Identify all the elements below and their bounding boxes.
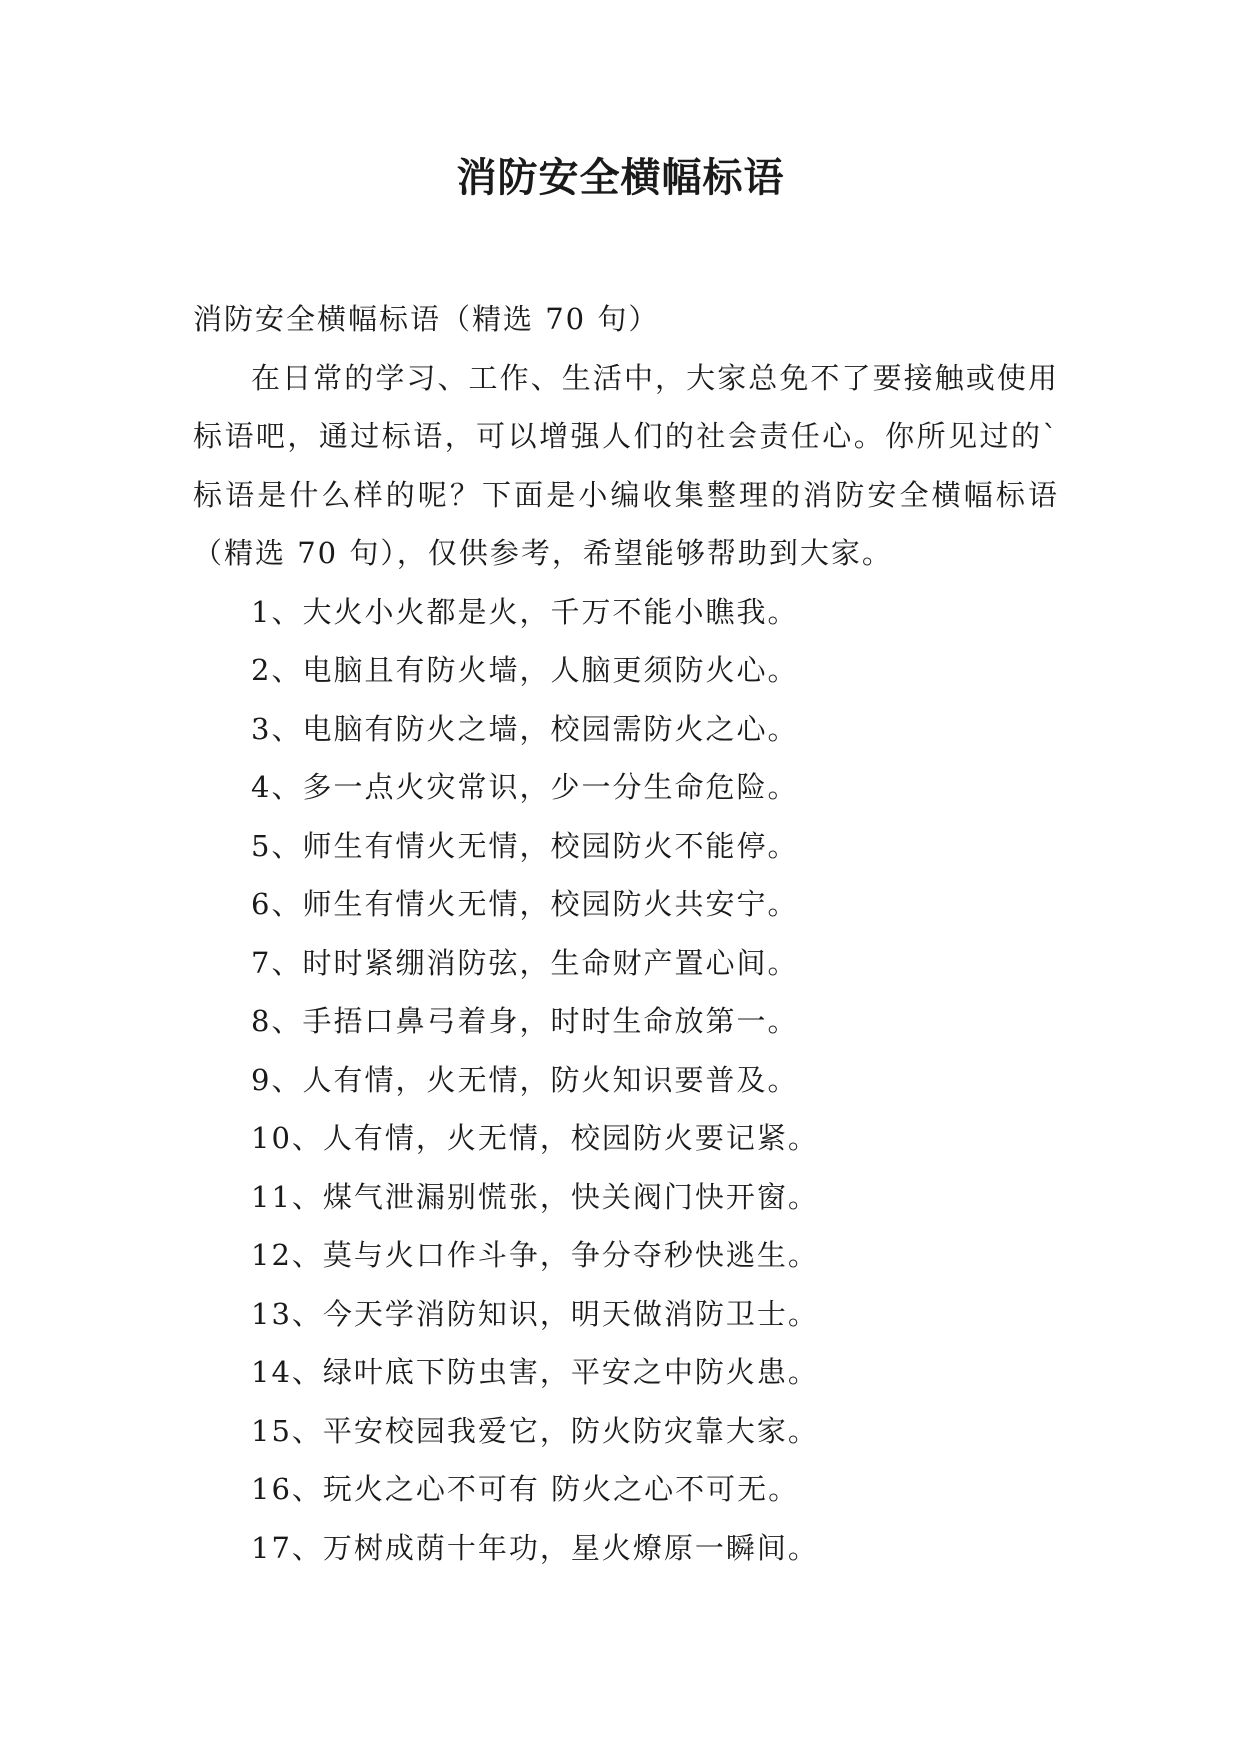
document-title: 消防安全横幅标语 bbox=[456, 155, 785, 201]
slogan-item: 10、人有情，火无情，校园防火要记紧。 bbox=[251, 1121, 819, 1155]
slogan-item: 16、玩火之心不可有 防火之心不可无。 bbox=[251, 1472, 800, 1506]
slogan-item: 14、绿叶底下防虫害，平安之中防火患。 bbox=[251, 1355, 819, 1389]
slogan-item: 9、人有情，火无情，防火知识要普及。 bbox=[251, 1062, 799, 1097]
slogan-item: 8、手捂口鼻弓着身，时时生命放第一。 bbox=[251, 1004, 799, 1038]
slogan-item: 6、师生有情火无情，校园防火共安宁。 bbox=[251, 887, 799, 921]
document-subtitle: 消防安全横幅标语（精选 70 句） bbox=[193, 302, 660, 336]
slogan-item: 1、大火小火都是火，千万不能小瞧我。 bbox=[251, 594, 799, 629]
slogan-item: 7、时时紧绷消防弦，生命财产置心间。 bbox=[251, 945, 799, 980]
slogan-list bbox=[193, 583, 1059, 1578]
slogan-item: 13、今天学消防知识，明天做消防卫士。 bbox=[251, 1296, 819, 1331]
slogan-item: 5、师生有情火无情，校园防火不能停。 bbox=[251, 828, 799, 863]
slogan-item: 17、万树成荫十年功，星火燎原一瞬间。 bbox=[251, 1530, 819, 1565]
intro-paragraph: 在日常的学习、工作、生活中，大家总免不了要接触或使用标语吧，通过标语，可以增强人们的社会责任心。你所见过的`标语是什么样的呢？下面是小编收集整理的消防安全横幅标语（精选 70 句），仅供参考，希望能够帮助到大家。 bbox=[193, 360, 1059, 570]
slogan-item: 15、平安校园我爱它，防火防灾靠大家。 bbox=[251, 1413, 819, 1448]
slogan-item: 12、莫与火口作斗争，争分夺秒快逃生。 bbox=[251, 1238, 819, 1272]
slogan-item: 4、多一点火灾常识，少一分生命危险。 bbox=[251, 770, 799, 804]
slogan-item: 11、煤气泄漏别慌张，快关阀门快开窗。 bbox=[251, 1179, 819, 1214]
slogan-item: 3、电脑有防火之墙，校园需防火之心。 bbox=[251, 711, 799, 746]
document-body bbox=[193, 290, 1059, 1577]
slogan-item: 2、电脑且有防火墙，人脑更须防火心。 bbox=[251, 653, 799, 687]
